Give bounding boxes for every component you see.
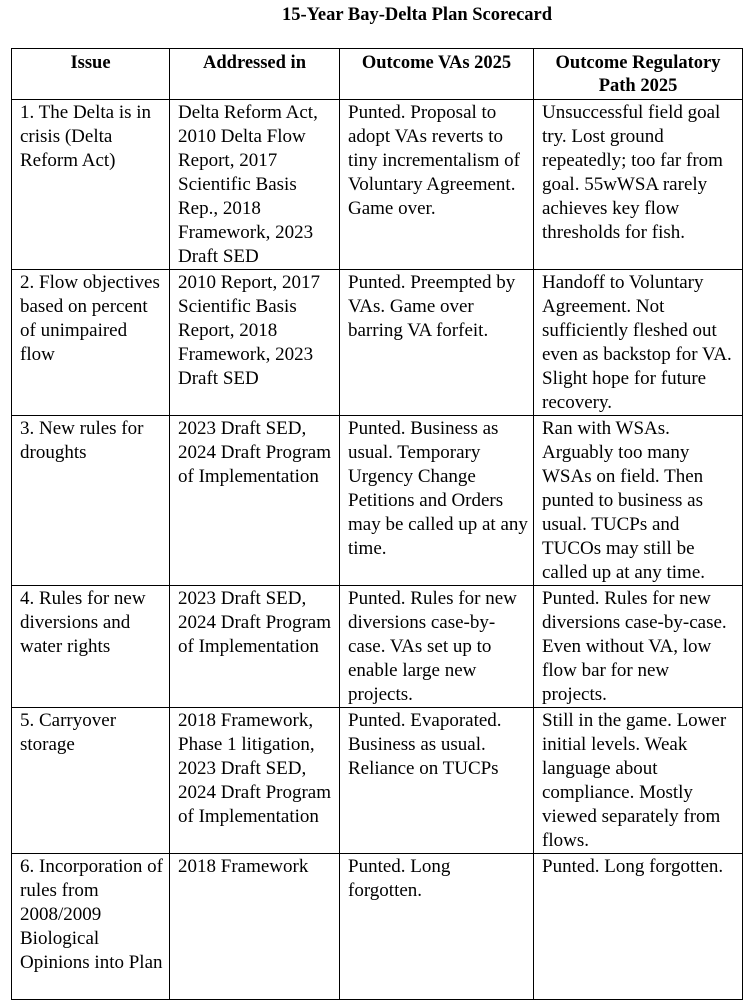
text-cursor-mark — [11, 990, 12, 994]
scorecard-table — [11, 48, 743, 1000]
table-row — [12, 708, 743, 854]
table-row — [12, 100, 743, 270]
cell-issue: 6. Incorporation of rules from 2008/2009 Biological Opinions into Plan — [12, 854, 170, 1000]
cell-addressed-in: Delta Reform Act, 2010 Delta Flow Report, 2017 Scientific Basis Rep., 2018 Framework, 2023 Draft SED — [170, 100, 340, 270]
cell-issue: 3. New rules for droughts — [12, 416, 170, 586]
cell-addressed-in: 2018 Framework, Phase 1 litigation, 2023 Draft SED, 2024 Draft Program of Implementation — [170, 708, 340, 854]
column-header-outcome-vas: Outcome VAs 2025 — [340, 49, 534, 100]
cell-outcome-vas: Punted. Business as usual. Temporary Urgency Change Petitions and Orders may be called up at any time. — [340, 416, 534, 586]
column-header-issue: Issue — [12, 49, 170, 100]
document-title: 15-Year Bay-Delta Plan Scorecard — [281, 5, 553, 25]
table-row — [12, 586, 743, 708]
cell-outcome-vas: Punted. Long forgotten. — [340, 854, 534, 1000]
cell-outcome-regulatory: Ran with WSAs. Arguably too many WSAs on field. Then punted to business as usual. TUCPs and TUCOs may still be called up at any time. — [534, 416, 743, 586]
cell-outcome-regulatory: Still in the game. Lower initial levels. Weak language about compliance. Mostly viewed separately from flows. — [534, 708, 743, 854]
column-header-outcome-regulatory: Outcome Regulatory Path 2025 — [534, 49, 743, 100]
cell-issue: 1. The Delta is in crisis (Delta Reform Act) — [12, 100, 170, 270]
cell-outcome-vas: Punted. Evaporated. Business as usual. Reliance on TUCPs — [340, 708, 534, 854]
cell-issue: 5. Carryover storage — [12, 708, 170, 854]
cell-addressed-in: 2010 Report, 2017 Scientific Basis Report, 2018 Framework, 2023 Draft SED — [170, 270, 340, 416]
table-row — [12, 416, 743, 586]
cell-outcome-regulatory: Unsuccessful field goal try. Lost ground repeatedly; too far from goal. 55wWSA rarely achieves key flow thresholds for fish. — [534, 100, 743, 270]
cell-outcome-vas: Punted. Rules for new diversions case-by-case. VAs set up to enable large new projects. — [340, 586, 534, 708]
cell-addressed-in: 2023 Draft SED, 2024 Draft Program of Implementation — [170, 586, 340, 708]
table-row — [12, 854, 743, 1000]
cell-outcome-vas: Punted. Preempted by VAs. Game over barring VA forfeit. — [340, 270, 534, 416]
cell-outcome-regulatory: Handoff to Voluntary Agreement. Not sufficiently fleshed out even as backstop for VA. Slight hope for future recovery. — [534, 270, 743, 416]
column-header-addressed-in: Addressed in — [170, 49, 340, 100]
table-row — [12, 270, 743, 416]
cell-issue: 2. Flow objectives based on percent of unimpaired flow — [12, 270, 170, 416]
cell-outcome-vas: Punted. Proposal to adopt VAs reverts to tiny incrementalism of Voluntary Agreement. Game over. — [340, 100, 534, 270]
cell-outcome-regulatory: Punted. Rules for new diversions case-by-case. Even without VA, low flow bar for new projects. — [534, 586, 743, 708]
cell-issue: 4. Rules for new diversions and water rights — [12, 586, 170, 708]
cell-outcome-regulatory: Punted. Long forgotten. — [534, 854, 743, 1000]
cell-addressed-in: 2018 Framework — [170, 854, 340, 1000]
cell-addressed-in: 2023 Draft SED, 2024 Draft Program of Implementation — [170, 416, 340, 586]
table-header-row — [12, 49, 743, 100]
